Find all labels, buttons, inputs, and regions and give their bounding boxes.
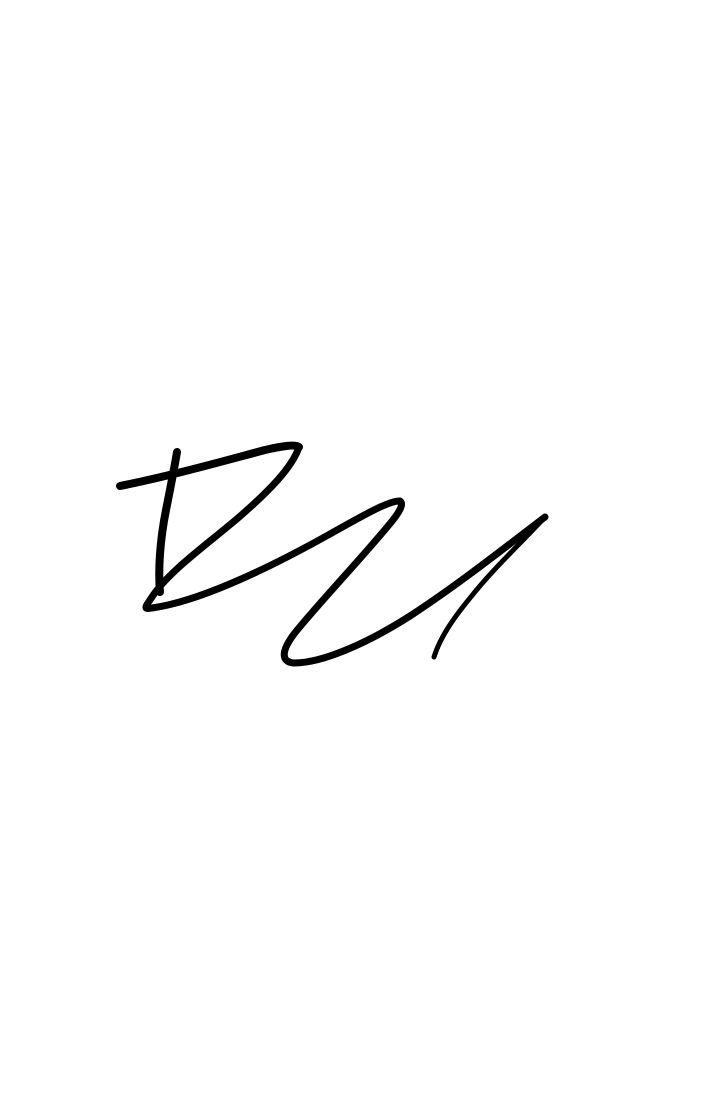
signature-stroke-main-zigzag: [146, 447, 545, 663]
signature-stroke-top-bar: [120, 446, 299, 486]
